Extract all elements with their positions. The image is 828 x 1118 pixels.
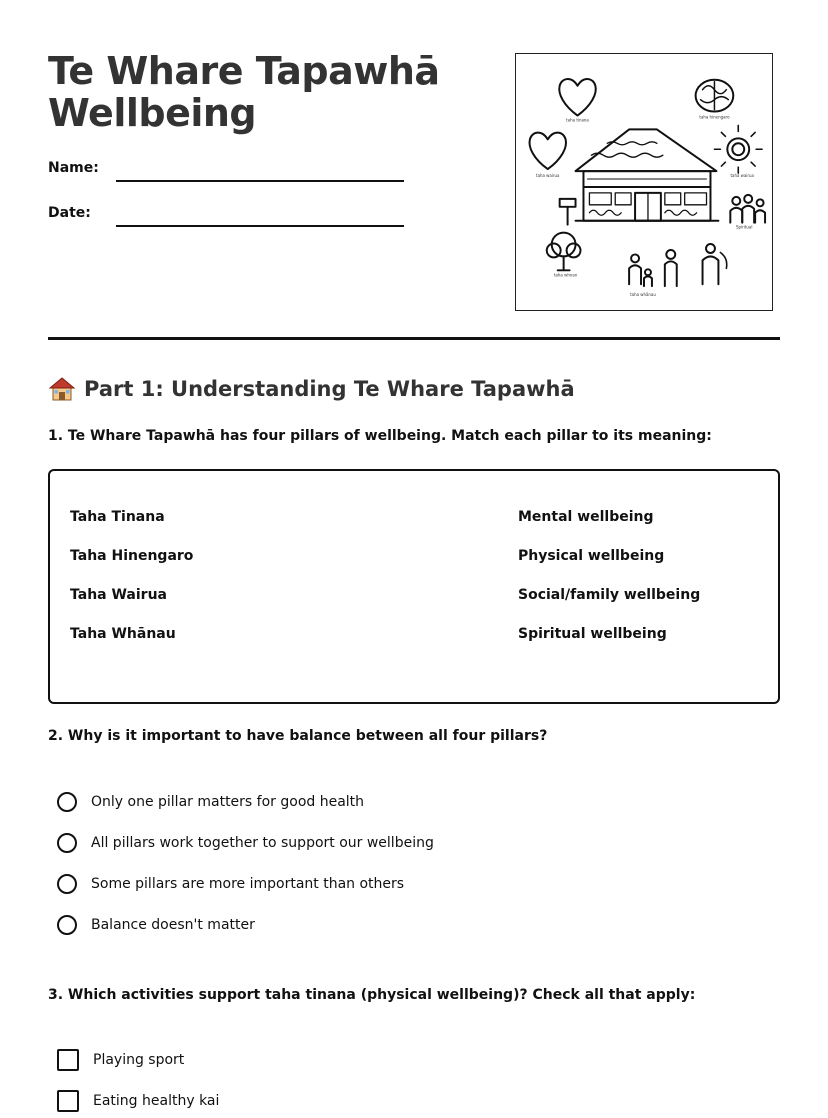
date-field[interactable] bbox=[116, 225, 404, 227]
label-brain: taha hinengaro bbox=[699, 114, 730, 120]
part1-heading bbox=[48, 374, 575, 404]
name-field[interactable] bbox=[116, 180, 404, 182]
option-label: Eating healthy kai bbox=[93, 1093, 220, 1109]
radio-option[interactable] bbox=[57, 913, 255, 937]
radio-button[interactable] bbox=[57, 833, 77, 853]
part1-heading-text: Part 1: Understanding Te Whare Tapawhā bbox=[84, 377, 575, 401]
section-divider bbox=[48, 337, 780, 340]
checkbox[interactable] bbox=[57, 1090, 79, 1112]
checkbox-option[interactable] bbox=[57, 1048, 184, 1072]
option-label: Playing sport bbox=[93, 1052, 185, 1068]
checkbox[interactable] bbox=[57, 1049, 79, 1071]
option-label: Some pillars are more important than others bbox=[91, 876, 405, 892]
label-people: taha whānau bbox=[630, 292, 656, 298]
checkbox-option[interactable] bbox=[57, 1089, 219, 1113]
label-family: Spiritual bbox=[736, 224, 753, 230]
match-meaning[interactable]: Spiritual wellbeing bbox=[518, 626, 667, 642]
label-heart-left: taha wairua bbox=[536, 173, 560, 179]
match-meaning[interactable]: Social/family wellbeing bbox=[518, 587, 701, 603]
illustration-svg bbox=[516, 54, 772, 310]
title-line-2: Wellbeing bbox=[48, 91, 257, 135]
page-title bbox=[48, 50, 440, 134]
radio-button[interactable] bbox=[57, 874, 77, 894]
wharenui-house-icon bbox=[576, 129, 719, 220]
radio-button[interactable] bbox=[57, 915, 77, 935]
heart-left-icon bbox=[530, 133, 566, 169]
label-sun: taha wairua bbox=[730, 173, 754, 179]
label-tree: taha whnan bbox=[553, 272, 578, 278]
date-label: Date: bbox=[48, 205, 91, 221]
match-term[interactable]: Taha Whānau bbox=[70, 626, 176, 642]
option-label: Balance doesn't matter bbox=[91, 917, 255, 933]
question-2: 2. Why is it important to have balance between all four pillars? bbox=[48, 728, 548, 744]
radio-button[interactable] bbox=[57, 792, 77, 812]
family-icon bbox=[730, 195, 765, 223]
house-emoji-icon bbox=[48, 376, 76, 402]
match-term[interactable]: Taha Tinana bbox=[70, 509, 165, 525]
tree-icon bbox=[547, 233, 581, 271]
signpost-icon bbox=[560, 199, 576, 225]
label-heart-top: taha tinana bbox=[566, 117, 589, 123]
match-meaning[interactable]: Mental wellbeing bbox=[518, 509, 654, 525]
name-label: Name: bbox=[48, 160, 99, 176]
option-label: All pillars work together to support our wellbeing bbox=[91, 835, 434, 851]
question-3: 3. Which activities support taha tinana (physical wellbeing)? Check all that apply: bbox=[48, 987, 696, 1003]
radio-option[interactable] bbox=[57, 790, 364, 814]
people-icon bbox=[629, 244, 727, 286]
radio-option[interactable] bbox=[57, 872, 404, 896]
option-label: Only one pillar matters for good health bbox=[91, 794, 365, 810]
heart-top-icon bbox=[559, 79, 595, 115]
brain-icon bbox=[696, 80, 734, 112]
sun-icon bbox=[714, 125, 762, 173]
matching-box bbox=[48, 469, 780, 704]
question-1: 1. Te Whare Tapawhā has four pillars of wellbeing. Match each pillar to its meaning: bbox=[48, 428, 712, 444]
title-line-1: Te Whare Tapawhā bbox=[48, 49, 440, 93]
match-meaning[interactable]: Physical wellbeing bbox=[518, 548, 665, 564]
match-term[interactable]: Taha Wairua bbox=[70, 587, 167, 603]
match-term[interactable]: Taha Hinengaro bbox=[70, 548, 194, 564]
te-whare-tapawha-illustration bbox=[515, 53, 773, 311]
radio-option[interactable] bbox=[57, 831, 434, 855]
